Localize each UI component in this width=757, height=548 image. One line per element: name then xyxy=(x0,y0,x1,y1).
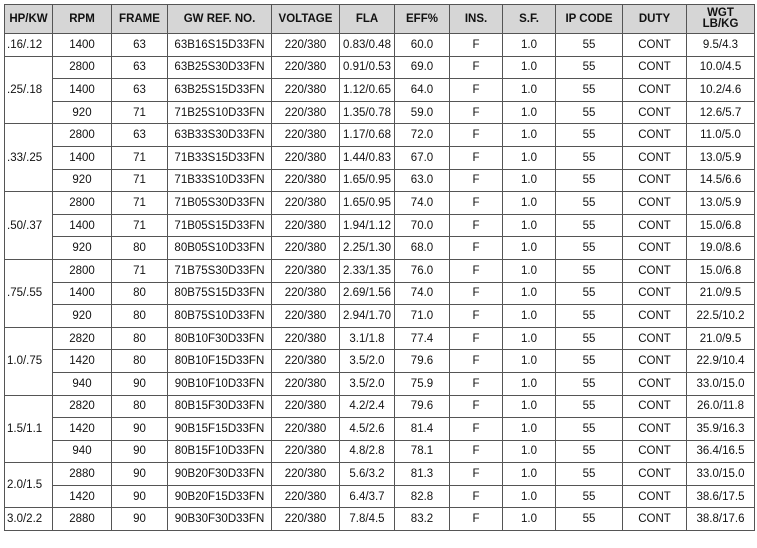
cell-eff: 83.2 xyxy=(395,508,450,531)
cell-ip: 55 xyxy=(556,237,623,260)
cell-sf: 1.0 xyxy=(503,56,556,79)
cell-voltage: 220/380 xyxy=(272,372,340,395)
cell-rpm: 2880 xyxy=(53,463,112,486)
cell-ip: 55 xyxy=(556,485,623,508)
cell-wgt: 10.2/4.6 xyxy=(687,79,755,102)
cell-rpm: 1420 xyxy=(53,350,112,373)
cell-fla: 2.25/1.30 xyxy=(340,237,395,260)
cell-ref: 90B15F15D33FN xyxy=(168,418,272,441)
cell-frame: 90 xyxy=(112,463,168,486)
table-row xyxy=(5,214,755,237)
header-voltage: VOLTAGE xyxy=(272,5,340,34)
cell-sf: 1.0 xyxy=(503,282,556,305)
cell-ip: 55 xyxy=(556,418,623,441)
cell-rpm: 940 xyxy=(53,372,112,395)
header-fla: FLA xyxy=(340,5,395,34)
cell-rpm: 2800 xyxy=(53,56,112,79)
cell-ref: 90B10F10D33FN xyxy=(168,372,272,395)
cell-wgt: 21.0/9.5 xyxy=(687,282,755,305)
cell-voltage: 220/380 xyxy=(272,124,340,147)
cell-voltage: 220/380 xyxy=(272,485,340,508)
cell-frame: 90 xyxy=(112,485,168,508)
cell-ip: 55 xyxy=(556,440,623,463)
cell-eff: 81.3 xyxy=(395,463,450,486)
header-ip: IP CODE xyxy=(556,5,623,34)
motor-spec-table xyxy=(4,4,755,531)
cell-ref: 63B25S30D33FN xyxy=(168,56,272,79)
cell-ref: 80B10F30D33FN xyxy=(168,327,272,350)
cell-rpm: 1400 xyxy=(53,282,112,305)
cell-ip: 55 xyxy=(556,508,623,531)
table-row xyxy=(5,327,755,350)
cell-eff: 69.0 xyxy=(395,56,450,79)
cell-ins: F xyxy=(450,463,503,486)
cell-ref: 80B05S10D33FN xyxy=(168,237,272,260)
cell-duty: CONT xyxy=(623,214,687,237)
cell-duty: CONT xyxy=(623,508,687,531)
cell-ins: F xyxy=(450,305,503,328)
cell-wgt: 38.8/17.6 xyxy=(687,508,755,531)
cell-sf: 1.0 xyxy=(503,350,556,373)
cell-fla: 3.1/1.8 xyxy=(340,327,395,350)
cell-rpm: 2800 xyxy=(53,124,112,147)
cell-hp: 1.0/.75 xyxy=(5,327,53,395)
table-row xyxy=(5,485,755,508)
table-row xyxy=(5,34,755,57)
cell-eff: 75.9 xyxy=(395,372,450,395)
cell-rpm: 920 xyxy=(53,169,112,192)
cell-ref: 80B15F30D33FN xyxy=(168,395,272,418)
cell-ip: 55 xyxy=(556,395,623,418)
header-row xyxy=(5,5,755,34)
cell-sf: 1.0 xyxy=(503,237,556,260)
cell-rpm: 2800 xyxy=(53,259,112,282)
table-row xyxy=(5,79,755,102)
cell-hp: .16/.12 xyxy=(5,34,53,57)
cell-voltage: 220/380 xyxy=(272,463,340,486)
table-row xyxy=(5,101,755,124)
cell-frame: 71 xyxy=(112,146,168,169)
cell-voltage: 220/380 xyxy=(272,34,340,57)
cell-ip: 55 xyxy=(556,214,623,237)
cell-voltage: 220/380 xyxy=(272,282,340,305)
cell-ins: F xyxy=(450,101,503,124)
cell-duty: CONT xyxy=(623,146,687,169)
cell-eff: 74.0 xyxy=(395,192,450,215)
cell-voltage: 220/380 xyxy=(272,192,340,215)
cell-ip: 55 xyxy=(556,463,623,486)
cell-fla: 3.5/2.0 xyxy=(340,372,395,395)
cell-wgt: 35.9/16.3 xyxy=(687,418,755,441)
cell-ins: F xyxy=(450,259,503,282)
cell-eff: 82.8 xyxy=(395,485,450,508)
cell-duty: CONT xyxy=(623,350,687,373)
header-hp: HP/KW xyxy=(5,5,53,34)
cell-duty: CONT xyxy=(623,463,687,486)
table-row xyxy=(5,440,755,463)
cell-ins: F xyxy=(450,214,503,237)
cell-eff: 79.6 xyxy=(395,395,450,418)
table-row xyxy=(5,350,755,373)
cell-ref: 80B75S15D33FN xyxy=(168,282,272,305)
cell-duty: CONT xyxy=(623,237,687,260)
header-wgt xyxy=(687,5,755,34)
cell-eff: 68.0 xyxy=(395,237,450,260)
cell-ip: 55 xyxy=(556,350,623,373)
table-row xyxy=(5,395,755,418)
cell-wgt: 10.0/4.5 xyxy=(687,56,755,79)
cell-wgt: 15.0/6.8 xyxy=(687,259,755,282)
cell-fla: 1.94/1.12 xyxy=(340,214,395,237)
cell-sf: 1.0 xyxy=(503,34,556,57)
cell-hp: .33/.25 xyxy=(5,124,53,192)
cell-wgt: 15.0/6.8 xyxy=(687,214,755,237)
cell-fla: 4.2/2.4 xyxy=(340,395,395,418)
cell-hp: 1.5/1.1 xyxy=(5,395,53,463)
cell-voltage: 220/380 xyxy=(272,56,340,79)
cell-duty: CONT xyxy=(623,485,687,508)
cell-frame: 90 xyxy=(112,372,168,395)
cell-frame: 63 xyxy=(112,124,168,147)
table-header xyxy=(5,5,755,34)
cell-duty: CONT xyxy=(623,192,687,215)
cell-ins: F xyxy=(450,485,503,508)
cell-ins: F xyxy=(450,192,503,215)
cell-frame: 90 xyxy=(112,508,168,531)
cell-fla: 6.4/3.7 xyxy=(340,485,395,508)
cell-rpm: 920 xyxy=(53,237,112,260)
cell-fla: 4.8/2.8 xyxy=(340,440,395,463)
cell-duty: CONT xyxy=(623,101,687,124)
cell-rpm: 2820 xyxy=(53,395,112,418)
table-row xyxy=(5,305,755,328)
cell-ref: 63B33S30D33FN xyxy=(168,124,272,147)
cell-ins: F xyxy=(450,440,503,463)
cell-eff: 60.0 xyxy=(395,34,450,57)
cell-sf: 1.0 xyxy=(503,418,556,441)
cell-ref: 71B05S30D33FN xyxy=(168,192,272,215)
cell-wgt: 12.6/5.7 xyxy=(687,101,755,124)
cell-ins: F xyxy=(450,372,503,395)
cell-ref: 63B16S15D33FN xyxy=(168,34,272,57)
cell-ref: 90B30F30D33FN xyxy=(168,508,272,531)
cell-frame: 80 xyxy=(112,305,168,328)
table-row xyxy=(5,282,755,305)
cell-ip: 55 xyxy=(556,169,623,192)
cell-ref: 63B25S15D33FN xyxy=(168,79,272,102)
cell-sf: 1.0 xyxy=(503,259,556,282)
cell-frame: 80 xyxy=(112,327,168,350)
cell-voltage: 220/380 xyxy=(272,327,340,350)
cell-voltage: 220/380 xyxy=(272,79,340,102)
cell-duty: CONT xyxy=(623,56,687,79)
cell-fla: 1.44/0.83 xyxy=(340,146,395,169)
cell-eff: 70.0 xyxy=(395,214,450,237)
table-row xyxy=(5,192,755,215)
cell-duty: CONT xyxy=(623,372,687,395)
table-row xyxy=(5,124,755,147)
cell-eff: 63.0 xyxy=(395,169,450,192)
header-wgt-line2: LB/KG xyxy=(702,18,739,30)
cell-voltage: 220/380 xyxy=(272,169,340,192)
table-row xyxy=(5,169,755,192)
cell-fla: 7.8/4.5 xyxy=(340,508,395,531)
cell-voltage: 220/380 xyxy=(272,440,340,463)
header-eff: EFF% xyxy=(395,5,450,34)
header-ins: INS. xyxy=(450,5,503,34)
cell-eff: 78.1 xyxy=(395,440,450,463)
cell-sf: 1.0 xyxy=(503,327,556,350)
cell-frame: 80 xyxy=(112,350,168,373)
cell-wgt: 22.9/10.4 xyxy=(687,350,755,373)
cell-duty: CONT xyxy=(623,259,687,282)
cell-rpm: 940 xyxy=(53,440,112,463)
cell-frame: 71 xyxy=(112,101,168,124)
cell-ip: 55 xyxy=(556,56,623,79)
cell-eff: 77.4 xyxy=(395,327,450,350)
cell-frame: 90 xyxy=(112,440,168,463)
cell-frame: 63 xyxy=(112,34,168,57)
cell-eff: 81.4 xyxy=(395,418,450,441)
cell-hp: .75/.55 xyxy=(5,259,53,327)
table-row xyxy=(5,237,755,260)
cell-sf: 1.0 xyxy=(503,372,556,395)
cell-rpm: 920 xyxy=(53,101,112,124)
cell-duty: CONT xyxy=(623,169,687,192)
cell-voltage: 220/380 xyxy=(272,101,340,124)
cell-ref: 71B33S10D33FN xyxy=(168,169,272,192)
cell-ip: 55 xyxy=(556,101,623,124)
cell-ref: 71B75S30D33FN xyxy=(168,259,272,282)
cell-ip: 55 xyxy=(556,259,623,282)
cell-sf: 1.0 xyxy=(503,124,556,147)
cell-ins: F xyxy=(450,350,503,373)
cell-frame: 80 xyxy=(112,282,168,305)
cell-hp: .50/.37 xyxy=(5,192,53,260)
cell-frame: 71 xyxy=(112,192,168,215)
header-sf: S.F. xyxy=(503,5,556,34)
cell-ip: 55 xyxy=(556,79,623,102)
cell-fla: 1.12/0.65 xyxy=(340,79,395,102)
cell-rpm: 1400 xyxy=(53,214,112,237)
cell-ins: F xyxy=(450,169,503,192)
cell-frame: 71 xyxy=(112,169,168,192)
cell-fla: 2.33/1.35 xyxy=(340,259,395,282)
cell-ip: 55 xyxy=(556,124,623,147)
table-row xyxy=(5,418,755,441)
cell-sf: 1.0 xyxy=(503,440,556,463)
table-row xyxy=(5,463,755,486)
cell-hp: .25/.18 xyxy=(5,56,53,124)
cell-wgt: 38.6/17.5 xyxy=(687,485,755,508)
cell-voltage: 220/380 xyxy=(272,146,340,169)
cell-duty: CONT xyxy=(623,327,687,350)
cell-hp: 3.0/2.2 xyxy=(5,508,53,531)
cell-wgt: 14.5/6.6 xyxy=(687,169,755,192)
cell-ref: 90B20F30D33FN xyxy=(168,463,272,486)
cell-ins: F xyxy=(450,327,503,350)
cell-duty: CONT xyxy=(623,305,687,328)
cell-duty: CONT xyxy=(623,395,687,418)
cell-ins: F xyxy=(450,34,503,57)
header-frame: FRAME xyxy=(112,5,168,34)
table-row xyxy=(5,146,755,169)
cell-fla: 1.35/0.78 xyxy=(340,101,395,124)
cell-ins: F xyxy=(450,79,503,102)
cell-hp: 2.0/1.5 xyxy=(5,463,53,508)
cell-eff: 67.0 xyxy=(395,146,450,169)
cell-wgt: 33.0/15.0 xyxy=(687,372,755,395)
cell-duty: CONT xyxy=(623,440,687,463)
cell-voltage: 220/380 xyxy=(272,508,340,531)
cell-ins: F xyxy=(450,146,503,169)
cell-ins: F xyxy=(450,508,503,531)
cell-fla: 0.91/0.53 xyxy=(340,56,395,79)
cell-ref: 80B15F10D33FN xyxy=(168,440,272,463)
cell-fla: 2.94/1.70 xyxy=(340,305,395,328)
cell-rpm: 2880 xyxy=(53,508,112,531)
cell-fla: 1.17/0.68 xyxy=(340,124,395,147)
cell-ip: 55 xyxy=(556,372,623,395)
cell-wgt: 13.0/5.9 xyxy=(687,146,755,169)
cell-rpm: 1420 xyxy=(53,418,112,441)
header-duty: DUTY xyxy=(623,5,687,34)
cell-frame: 90 xyxy=(112,418,168,441)
cell-duty: CONT xyxy=(623,79,687,102)
cell-fla: 1.65/0.95 xyxy=(340,192,395,215)
cell-voltage: 220/380 xyxy=(272,237,340,260)
cell-frame: 63 xyxy=(112,79,168,102)
table-row xyxy=(5,508,755,531)
cell-wgt: 22.5/10.2 xyxy=(687,305,755,328)
table-row xyxy=(5,56,755,79)
cell-sf: 1.0 xyxy=(503,79,556,102)
cell-duty: CONT xyxy=(623,34,687,57)
cell-wgt: 33.0/15.0 xyxy=(687,463,755,486)
cell-frame: 71 xyxy=(112,214,168,237)
cell-wgt: 26.0/11.8 xyxy=(687,395,755,418)
cell-rpm: 1420 xyxy=(53,485,112,508)
cell-ins: F xyxy=(450,124,503,147)
cell-voltage: 220/380 xyxy=(272,418,340,441)
cell-sf: 1.0 xyxy=(503,508,556,531)
cell-sf: 1.0 xyxy=(503,214,556,237)
cell-ref: 71B25S10D33FN xyxy=(168,101,272,124)
cell-frame: 71 xyxy=(112,259,168,282)
cell-fla: 3.5/2.0 xyxy=(340,350,395,373)
cell-ip: 55 xyxy=(556,192,623,215)
cell-ref: 80B10F15D33FN xyxy=(168,350,272,373)
cell-ref: 71B33S15D33FN xyxy=(168,146,272,169)
cell-frame: 80 xyxy=(112,395,168,418)
cell-fla: 1.65/0.95 xyxy=(340,169,395,192)
cell-voltage: 220/380 xyxy=(272,395,340,418)
cell-ip: 55 xyxy=(556,146,623,169)
cell-frame: 80 xyxy=(112,237,168,260)
cell-ins: F xyxy=(450,395,503,418)
cell-eff: 79.6 xyxy=(395,350,450,373)
cell-ip: 55 xyxy=(556,327,623,350)
cell-rpm: 920 xyxy=(53,305,112,328)
cell-fla: 5.6/3.2 xyxy=(340,463,395,486)
cell-sf: 1.0 xyxy=(503,463,556,486)
cell-ins: F xyxy=(450,237,503,260)
cell-voltage: 220/380 xyxy=(272,214,340,237)
cell-wgt: 9.5/4.3 xyxy=(687,34,755,57)
cell-wgt: 13.0/5.9 xyxy=(687,192,755,215)
cell-sf: 1.0 xyxy=(503,192,556,215)
cell-wgt: 36.4/16.5 xyxy=(687,440,755,463)
header-rpm: RPM xyxy=(53,5,112,34)
cell-fla: 2.69/1.56 xyxy=(340,282,395,305)
cell-wgt: 11.0/5.0 xyxy=(687,124,755,147)
cell-rpm: 2820 xyxy=(53,327,112,350)
cell-voltage: 220/380 xyxy=(272,350,340,373)
cell-ref: 71B05S15D33FN xyxy=(168,214,272,237)
cell-duty: CONT xyxy=(623,282,687,305)
cell-duty: CONT xyxy=(623,418,687,441)
cell-sf: 1.0 xyxy=(503,305,556,328)
cell-ip: 55 xyxy=(556,282,623,305)
cell-sf: 1.0 xyxy=(503,169,556,192)
cell-frame: 63 xyxy=(112,56,168,79)
cell-rpm: 2800 xyxy=(53,192,112,215)
cell-rpm: 1400 xyxy=(53,34,112,57)
cell-eff: 72.0 xyxy=(395,124,450,147)
table-row xyxy=(5,259,755,282)
cell-sf: 1.0 xyxy=(503,485,556,508)
cell-eff: 76.0 xyxy=(395,259,450,282)
cell-ins: F xyxy=(450,56,503,79)
cell-ip: 55 xyxy=(556,305,623,328)
cell-eff: 64.0 xyxy=(395,79,450,102)
cell-eff: 74.0 xyxy=(395,282,450,305)
cell-ins: F xyxy=(450,282,503,305)
cell-eff: 59.0 xyxy=(395,101,450,124)
cell-ref: 80B75S10D33FN xyxy=(168,305,272,328)
cell-sf: 1.0 xyxy=(503,101,556,124)
cell-rpm: 1400 xyxy=(53,146,112,169)
table-body xyxy=(5,34,755,531)
cell-duty: CONT xyxy=(623,124,687,147)
cell-ref: 90B20F15D33FN xyxy=(168,485,272,508)
cell-ip: 55 xyxy=(556,34,623,57)
cell-sf: 1.0 xyxy=(503,146,556,169)
header-wgt-line1: WGT xyxy=(707,7,734,19)
header-ref: GW REF. NO. xyxy=(168,5,272,34)
cell-wgt: 21.0/9.5 xyxy=(687,327,755,350)
cell-rpm: 1400 xyxy=(53,79,112,102)
cell-fla: 0.83/0.48 xyxy=(340,34,395,57)
cell-wgt: 19.0/8.6 xyxy=(687,237,755,260)
cell-voltage: 220/380 xyxy=(272,259,340,282)
cell-eff: 71.0 xyxy=(395,305,450,328)
cell-ins: F xyxy=(450,418,503,441)
cell-voltage: 220/380 xyxy=(272,305,340,328)
cell-fla: 4.5/2.6 xyxy=(340,418,395,441)
table-row xyxy=(5,372,755,395)
cell-sf: 1.0 xyxy=(503,395,556,418)
